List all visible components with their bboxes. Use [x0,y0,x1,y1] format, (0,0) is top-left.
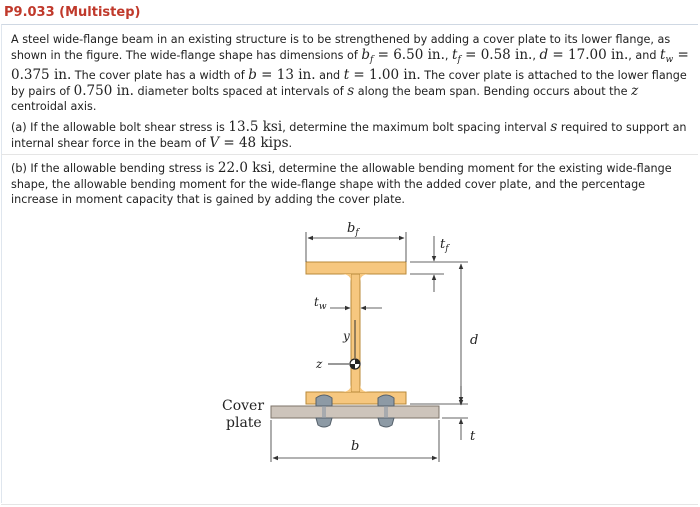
tf-subscript: f [457,54,461,65]
z-label: z [316,357,323,371]
cover-plate [271,406,439,418]
bolt-shank-left [322,406,326,418]
s-symbol: s [347,82,355,99]
b-symbol: b [248,67,257,84]
problem-title: P9.033 (Multistep) [4,5,141,20]
V-symbol: V [209,134,220,151]
y-label: y [343,329,350,343]
d-label: d [470,333,479,348]
bf-symbol: b [361,46,370,63]
shear-force-value: = 48 kips [219,134,289,151]
tw-subscript: w [665,54,674,65]
tw-label: $t_w$ [314,295,327,312]
d-symbol: d [539,46,549,63]
bolt-shear-stress-value: 13.5 ksi [228,119,283,135]
d-value: = 17.00 in. [548,46,629,63]
bf-label: $b_f$ [347,221,359,238]
bottom-border [1,504,698,505]
cover-plate-label-line2: plate [226,415,262,431]
bf-value: = 6.50 in. [373,46,445,63]
tw-symbol: t [660,46,666,63]
intro-text: A steel wide-flange beam in an existing structure is to be strengthened by adding a cover plate to its lower flange, as shown in the figure. The wide-flange shape has dimensions of [11,33,671,62]
tw-value: = 0.375 in. [11,46,689,84]
bending-stress-value: 22.0 ksi [217,160,272,176]
cover-plate-label-line1: Cover [222,398,265,414]
bolt-diameter-value: 0.750 in. [73,82,134,99]
s-symbol-a: s [550,119,558,135]
part-b-question: (b) If the allowable bending stress is 22.0 ksi, determine the allowable bending moment for the existing wide-flange shape, the allowable bending moment for the wide-flange shape with the added cover plate, and the percentage increase in moment capacity that is gained by adding the cover plate. [11,160,672,206]
bf-subscript: f [369,54,374,65]
problem-statement: A steel wide-flange beam in an existing structure is to be strengthened by adding a cover plate to its lower flange, as shown in the figure. The wide-flange shape has dimensions of $b_f = 6.50$ in., $t_f = 0.58$ in., d = 17.00 in., and $t_w = 0.375$ in. The cover plate has a width of b = 13 in. and t = 1.00 in. The cover plate is attached to the lower flange by pairs of 0.750 in. diameter bolts spaced at intervals of s along the beam span. Bending occurs about the z centroidal axis. [11,33,689,114]
t-symbol: t [343,67,350,84]
z-symbol: z [631,82,639,99]
b-value: = 13 in. [256,67,316,84]
top-flange [306,262,406,274]
bolt-shank-right [384,406,388,418]
tf-symbol: t [452,46,458,63]
b-label: b [351,439,360,454]
t-value: = 1.00 in. [349,67,421,84]
part-a-question: (a) If the allowable bolt shear stress is 13.5 ksi, determine the maximum bolt spacing interval s required to support an internal shear force in the beam of V = 48 kips. [11,119,687,151]
t-label: t [470,429,476,444]
tf-value: = 0.58 in. [460,46,533,63]
tf-label: $t_f$ [440,237,449,254]
